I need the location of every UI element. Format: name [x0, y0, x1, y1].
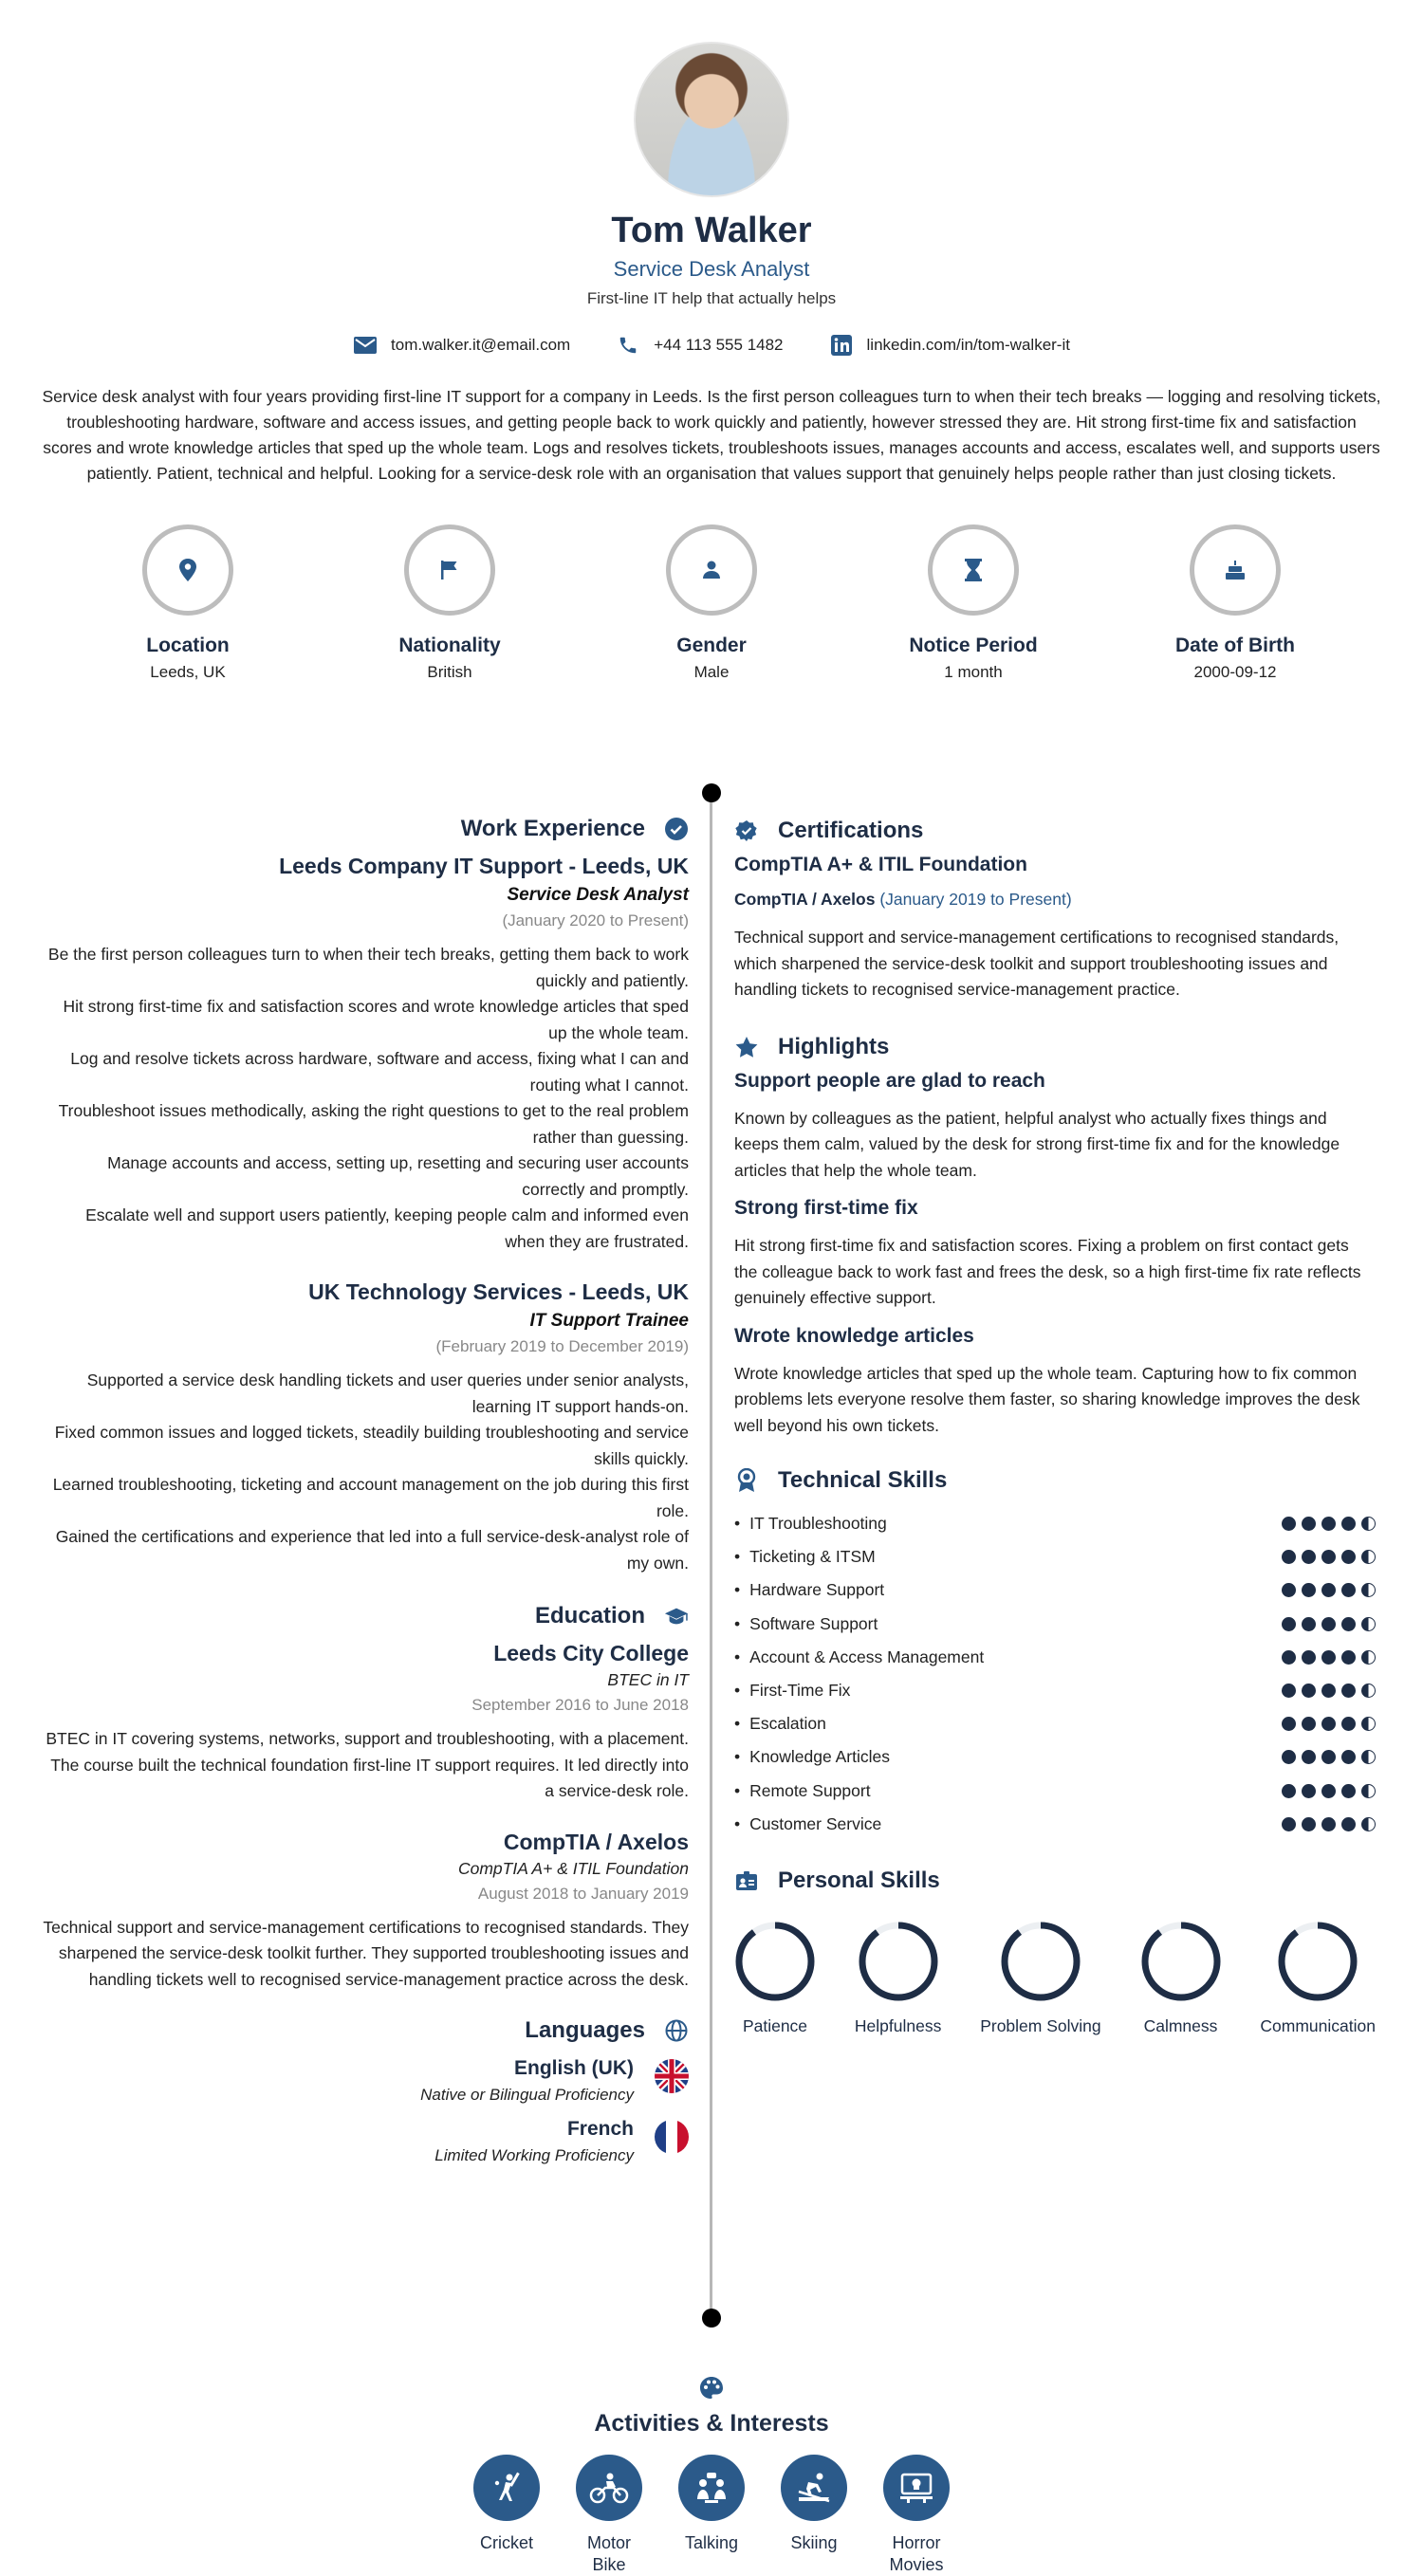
- rating-dot: [1282, 1784, 1296, 1798]
- technical-skill-item: [734, 1808, 1376, 1841]
- fact-value: Leeds, UK: [150, 663, 226, 681]
- section-title: Education: [534, 1603, 645, 1628]
- highlight-title: Strong first-time fix: [734, 1197, 918, 1219]
- rating-dot: [1282, 1750, 1296, 1764]
- skill-rating: [1282, 1684, 1376, 1698]
- education-entry: [42, 1830, 689, 1994]
- rating-dot: [1282, 1717, 1296, 1731]
- activity-item: [473, 2455, 540, 2576]
- job-bullet: Be the first person colleagues turn to when their tech breaks, getting them back to work quickly and patiently.: [47, 945, 689, 990]
- rating-dot: [1321, 1750, 1336, 1764]
- rating-dot: [1302, 1717, 1316, 1731]
- verified-badge-icon: [664, 817, 689, 841]
- language-name: English (UK): [514, 2057, 634, 2079]
- certifications-heading: [734, 818, 1376, 844]
- candidate-name: Tom Walker: [611, 211, 812, 250]
- email-icon: [353, 335, 378, 356]
- education-description: BTEC in IT covering systems, networks, support and troubleshooting, with a placement. The course built the technical foundation first-line IT support requires. It led directly into a service-desk role.: [46, 1729, 689, 1800]
- activity-item: [576, 2455, 642, 2576]
- contact-row: [0, 335, 1423, 356]
- skill-name: • Knowledge Articles: [734, 1747, 890, 1767]
- rating-dot: [1341, 1750, 1356, 1764]
- rating-dot: [1302, 1550, 1316, 1564]
- personal-skill-label: Problem Solving: [980, 2015, 1101, 2035]
- fact-label: Notice Period: [909, 635, 1038, 656]
- skill-rating: [1282, 1617, 1376, 1631]
- fact-value: Male: [693, 663, 730, 681]
- fact-value: 1 month: [944, 663, 1003, 681]
- job-employer: Leeds Company IT Support - Leeds, UK: [279, 854, 689, 878]
- certificate-badge-icon: [734, 819, 759, 843]
- highlight-text: Wrote knowledge articles that sped up the whole team. Capturing how to fix common problems lets everyone resolve them faster, so sharing knowledge improves the desk well beyond his own tickets.: [734, 1363, 1360, 1435]
- timeline-line: [710, 793, 712, 2318]
- fact-location: [93, 524, 283, 682]
- technical-skill-item: [734, 1775, 1376, 1808]
- skill-name: • Ticketing & ITSM: [734, 1547, 876, 1567]
- rating-dot: [1321, 1784, 1336, 1798]
- fact-gender: [617, 524, 806, 682]
- skiing-icon: [781, 2455, 847, 2521]
- job-bullet: Hit strong first-time fix and satisfaction scores and wrote knowledge articles that sped up the whole team.: [63, 997, 689, 1042]
- language-level: Limited Working Proficiency: [434, 2146, 634, 2164]
- fact-notice-period: [878, 524, 1068, 682]
- job-dates: (February 2019 to December 2019): [435, 1337, 689, 1355]
- contact-phone[interactable]: [616, 335, 783, 356]
- timeline-start-dot: [702, 783, 721, 802]
- fact-label: Nationality: [398, 635, 501, 656]
- degree: CompTIA A+ & ITIL Foundation: [457, 1858, 689, 1878]
- skill-rating: [1282, 1650, 1376, 1665]
- rating-dot: [1302, 1517, 1316, 1531]
- rating-dot: [1361, 1750, 1376, 1764]
- skill-level-ring: [1000, 1921, 1081, 2002]
- certification-issuer-line: [734, 890, 1376, 910]
- personal-skill-item: [1260, 1921, 1376, 2036]
- rating-dot: [1321, 1817, 1336, 1831]
- france-flag-icon: [655, 2120, 689, 2154]
- rating-dot: [1341, 1583, 1356, 1597]
- rating-dot: [1282, 1817, 1296, 1831]
- personal-skill-label: Helpfulness: [854, 2015, 942, 2035]
- job-employer: UK Technology Services - Leeds, UK: [308, 1279, 689, 1304]
- job-bullet: Gained the certifications and experience that led into a full service-desk-analyst role of my own.: [55, 1527, 689, 1573]
- map-pin-icon: [142, 524, 233, 616]
- technical-skills-heading: [734, 1467, 1376, 1494]
- candidate-title: Service Desk Analyst: [613, 257, 810, 281]
- rating-dot: [1282, 1517, 1296, 1531]
- languages-heading: [42, 2017, 689, 2044]
- rating-dot: [1302, 1583, 1316, 1597]
- linkedin-text[interactable]: linkedin.com/in/tom-walker-it: [866, 336, 1070, 354]
- section-title: Technical Skills: [778, 1467, 948, 1493]
- contact-email[interactable]: [353, 335, 570, 356]
- skill-rating: [1282, 1583, 1376, 1597]
- ribbon-award-icon: [734, 1468, 759, 1493]
- fact-value: British: [427, 663, 472, 681]
- personal-skills-list: [734, 1921, 1376, 2036]
- rating-dot: [1341, 1684, 1356, 1698]
- job-bullet: Troubleshoot issues methodically, asking the right questions to get to the real problem rather than guessing.: [58, 1101, 689, 1147]
- rating-dot: [1341, 1717, 1356, 1731]
- job-bullet: Fixed common issues and logged tickets, steadily building troubleshooting and service skills quickly.: [54, 1423, 689, 1468]
- language-item: [42, 2118, 689, 2165]
- rating-dot: [1341, 1550, 1356, 1564]
- rating-dot: [1321, 1517, 1336, 1531]
- skill-rating: [1282, 1784, 1376, 1798]
- activity-item: [781, 2455, 847, 2576]
- motorbike-icon: [576, 2455, 642, 2521]
- certification-issuer: CompTIA / Axelos: [734, 890, 876, 909]
- job-entry: [42, 1279, 689, 1576]
- activity-label: Motor Bike: [586, 2533, 631, 2574]
- rating-dot: [1361, 1583, 1376, 1597]
- resume-header: [0, 0, 1423, 356]
- skill-rating: [1282, 1750, 1376, 1764]
- personal-skill-label: Calmness: [1143, 2015, 1218, 2035]
- rating-dot: [1302, 1817, 1316, 1831]
- skill-level-ring: [734, 1921, 816, 2002]
- talking-icon: [678, 2455, 745, 2521]
- activity-item: [678, 2455, 745, 2576]
- uk-flag-icon: [655, 2059, 689, 2093]
- activities-heading: Activities & Interests: [594, 2410, 829, 2437]
- skill-name: • Hardware Support: [734, 1580, 884, 1600]
- personal-skill-item: [734, 1921, 816, 2036]
- skill-level-arc: [739, 1925, 811, 1997]
- education-dates: August 2018 to January 2019: [477, 1884, 689, 1903]
- fact-nationality: [355, 524, 545, 682]
- job-entry: [42, 854, 689, 1255]
- rating-dot: [1341, 1817, 1356, 1831]
- rating-dot: [1302, 1684, 1316, 1698]
- highlight-text: Known by colleagues as the patient, helpful analyst who actually fixes things and keeps them calm, valued by the desk for strong first-time fix and for the knowledge articles that help the whole team.: [734, 1108, 1340, 1180]
- phone-icon: [616, 335, 640, 356]
- language-level: Native or Bilingual Proficiency: [420, 2086, 634, 2104]
- section-title: Personal Skills: [778, 1867, 940, 1893]
- email-text[interactable]: tom.walker.it@email.com: [391, 336, 571, 354]
- right-column: [734, 818, 1376, 2036]
- left-column: [42, 816, 689, 2165]
- skill-name: • Remote Support: [734, 1781, 871, 1801]
- technical-skill-item: [734, 1641, 1376, 1674]
- job-role: Service Desk Analyst: [507, 885, 689, 905]
- linkedin-icon: [829, 335, 854, 356]
- job-role: IT Support Trainee: [529, 1311, 689, 1331]
- rating-dot: [1361, 1517, 1376, 1531]
- rating-dot: [1321, 1650, 1336, 1665]
- skill-name: • Escalation: [734, 1714, 826, 1734]
- technical-skill-item: [734, 1540, 1376, 1573]
- skill-level-arc: [1282, 1925, 1354, 1997]
- education-description: Technical support and service-management certifications to recognised standards. They sharpened the service-desk toolkit further. They supported troubleshooting issues and handling tickets well to recognised service-management practice across the desk.: [43, 1917, 689, 1989]
- profile-summary: Service desk analyst with four years providing first-line IT support for a company in Leeds. Is the first person colleagues turn to when their tech breaks — logging and resolving tickets, troubleshooting hardware, software and access issues, and getting people back to work quickly and patiently, however stressed they are. Hit strong first-time fix and satisfaction scores and wrote knowledge articles that sped up the whole team. Logs and resolves tickets, troubleshoots issues, manages accounts and access, escalates well, and supports users patiently. Patient, technical and helpful. Looking for a service-desk role with an organisation that values support that genuinely helps people rather than just closing tickets.: [42, 387, 1381, 483]
- id-card-icon: [734, 1868, 759, 1893]
- rating-dot: [1302, 1784, 1316, 1798]
- fact-label: Date of Birth: [1175, 635, 1295, 656]
- education-dates: September 2016 to June 2018: [471, 1696, 689, 1714]
- rating-dot: [1341, 1650, 1356, 1665]
- highlight-title: Wrote knowledge articles: [734, 1324, 974, 1347]
- job-bullet: Learned troubleshooting, ticketing and account management on the job during this first role.: [52, 1475, 689, 1520]
- skill-rating: [1282, 1517, 1376, 1531]
- personal-skill-item: [1140, 1921, 1222, 2036]
- cricket-icon: [473, 2455, 540, 2521]
- activity-item: [883, 2455, 950, 2576]
- technical-skill-item: [734, 1674, 1376, 1707]
- rating-dot: [1282, 1684, 1296, 1698]
- skill-level-ring: [1140, 1921, 1222, 2002]
- rating-dot: [1321, 1684, 1336, 1698]
- rating-dot: [1361, 1617, 1376, 1631]
- skill-level-ring: [1277, 1921, 1358, 2002]
- language-item: [42, 2057, 689, 2105]
- technical-skill-item: [734, 1573, 1376, 1607]
- personal-skill-label: Communication: [1260, 2015, 1376, 2035]
- contact-linkedin[interactable]: [829, 335, 1070, 356]
- candidate-tagline: First-line IT help that actually helps: [586, 289, 837, 307]
- rating-dot: [1361, 1717, 1376, 1731]
- technical-skills-list: [734, 1507, 1376, 1841]
- globe-icon: [664, 2018, 689, 2043]
- skill-level-arc: [1005, 1925, 1077, 1997]
- job-bullet: Escalate well and support users patiently, keeping people calm and informed even when they are frustrated.: [85, 1205, 689, 1251]
- activity-label: Cricket: [479, 2533, 533, 2552]
- rating-dot: [1361, 1684, 1376, 1698]
- activities-section: [0, 2376, 1423, 2576]
- technical-skill-item: [734, 1507, 1376, 1540]
- rating-dot: [1282, 1583, 1296, 1597]
- rating-dot: [1282, 1650, 1296, 1665]
- rating-dot: [1341, 1784, 1356, 1798]
- personal-skill-item: [980, 1921, 1100, 2036]
- section-title: Certifications: [778, 818, 924, 843]
- fact-date-of-birth: [1140, 524, 1330, 682]
- activity-label: Talking: [684, 2533, 739, 2552]
- section-title: Highlights: [778, 1033, 890, 1059]
- school-name: CompTIA / Axelos: [503, 1829, 689, 1854]
- cake-icon: [1190, 524, 1281, 616]
- rating-dot: [1361, 1650, 1376, 1665]
- phone-text[interactable]: +44 113 555 1482: [654, 336, 784, 354]
- certification-description: Technical support and service-management certifications to recognised standards, which sharpened the service-desk toolkit and support troubleshooting issues and handling tickets to recognised service-management practice.: [734, 928, 1340, 999]
- star-icon: [734, 1035, 759, 1059]
- skill-name: • First-Time Fix: [734, 1681, 850, 1701]
- personal-skills-heading: [734, 1868, 1376, 1894]
- school-name: Leeds City College: [493, 1641, 689, 1665]
- certification-title: CompTIA A+ & ITIL Foundation: [734, 854, 1027, 875]
- horror-movie-icon: [883, 2455, 950, 2521]
- job-bullet: Manage accounts and access, setting up, resetting and securing user accounts correctly and promptly.: [107, 1153, 689, 1199]
- job-bullet: Log and resolve tickets across hardware, software and access, fixing what I can and routing what I cannot.: [70, 1049, 689, 1095]
- palette-icon: [0, 2376, 1423, 2401]
- job-bullets: [42, 942, 689, 1255]
- skill-rating: [1282, 1817, 1376, 1831]
- skill-name: • IT Troubleshooting: [734, 1514, 887, 1534]
- fact-label: Location: [146, 635, 230, 656]
- certification-dates: (January 2019 to Present): [879, 890, 1072, 909]
- rating-dot: [1361, 1817, 1376, 1831]
- rating-dot: [1302, 1650, 1316, 1665]
- fact-label: Gender: [676, 635, 747, 656]
- skill-level-arc: [1145, 1925, 1217, 1997]
- activity-label: Horror Movies: [889, 2533, 944, 2574]
- hourglass-icon: [928, 524, 1019, 616]
- personal-facts: [57, 524, 1366, 682]
- flag-icon: [404, 524, 495, 616]
- fact-value: 2000-09-12: [1193, 663, 1277, 681]
- education-heading: [42, 1603, 689, 1629]
- rating-dot: [1361, 1784, 1376, 1798]
- education-entry: [42, 1641, 689, 1805]
- highlight-text: Hit strong first-time fix and satisfaction scores. Fixing a problem on first contact gets the colleague back to work fast and frees the desk, so a high first-time fix rate reflects genuinely effective support.: [734, 1236, 1361, 1307]
- skill-level-arc: [862, 1925, 934, 1997]
- degree: BTEC in IT: [607, 1670, 689, 1689]
- job-bullet: Supported a service desk handling tickets and user queries under senior analysts, learning IT support hands-on.: [86, 1371, 689, 1416]
- personal-skill-item: [855, 1921, 941, 2036]
- skill-rating: [1282, 1717, 1376, 1731]
- job-dates: (January 2020 to Present): [502, 911, 689, 929]
- rating-dot: [1321, 1583, 1336, 1597]
- personal-skill-label: Patience: [742, 2015, 808, 2035]
- rating-dot: [1321, 1617, 1336, 1631]
- rating-dot: [1282, 1550, 1296, 1564]
- skill-level-ring: [858, 1921, 939, 2002]
- language-name: French: [566, 2118, 634, 2140]
- section-title: Languages: [525, 2017, 645, 2043]
- highlights-heading: [734, 1034, 1376, 1060]
- work-experience-heading: [42, 816, 689, 842]
- skill-name: • Customer Service: [734, 1814, 881, 1834]
- rating-dot: [1341, 1517, 1356, 1531]
- highlight-title: Support people are glad to reach: [734, 1069, 1045, 1092]
- profile-photo: [634, 42, 789, 197]
- rating-dot: [1341, 1617, 1356, 1631]
- technical-skill-item: [734, 1608, 1376, 1641]
- activities-list: [0, 2455, 1423, 2576]
- technical-skill-item: [734, 1740, 1376, 1774]
- person-icon: [666, 524, 757, 616]
- rating-dot: [1302, 1617, 1316, 1631]
- activity-label: Skiing: [790, 2533, 838, 2552]
- skill-name: • Account & Access Management: [734, 1647, 984, 1667]
- rating-dot: [1321, 1550, 1336, 1564]
- section-title: Work Experience: [460, 816, 645, 841]
- rating-dot: [1321, 1717, 1336, 1731]
- technical-skill-item: [734, 1707, 1376, 1740]
- rating-dot: [1282, 1617, 1296, 1631]
- rating-dot: [1361, 1550, 1376, 1564]
- job-bullets: [42, 1368, 689, 1576]
- timeline-end-dot: [702, 2309, 721, 2328]
- rating-dot: [1302, 1750, 1316, 1764]
- skill-name: • Software Support: [734, 1614, 878, 1634]
- graduation-cap-icon: [664, 1604, 689, 1628]
- skill-rating: [1282, 1550, 1376, 1564]
